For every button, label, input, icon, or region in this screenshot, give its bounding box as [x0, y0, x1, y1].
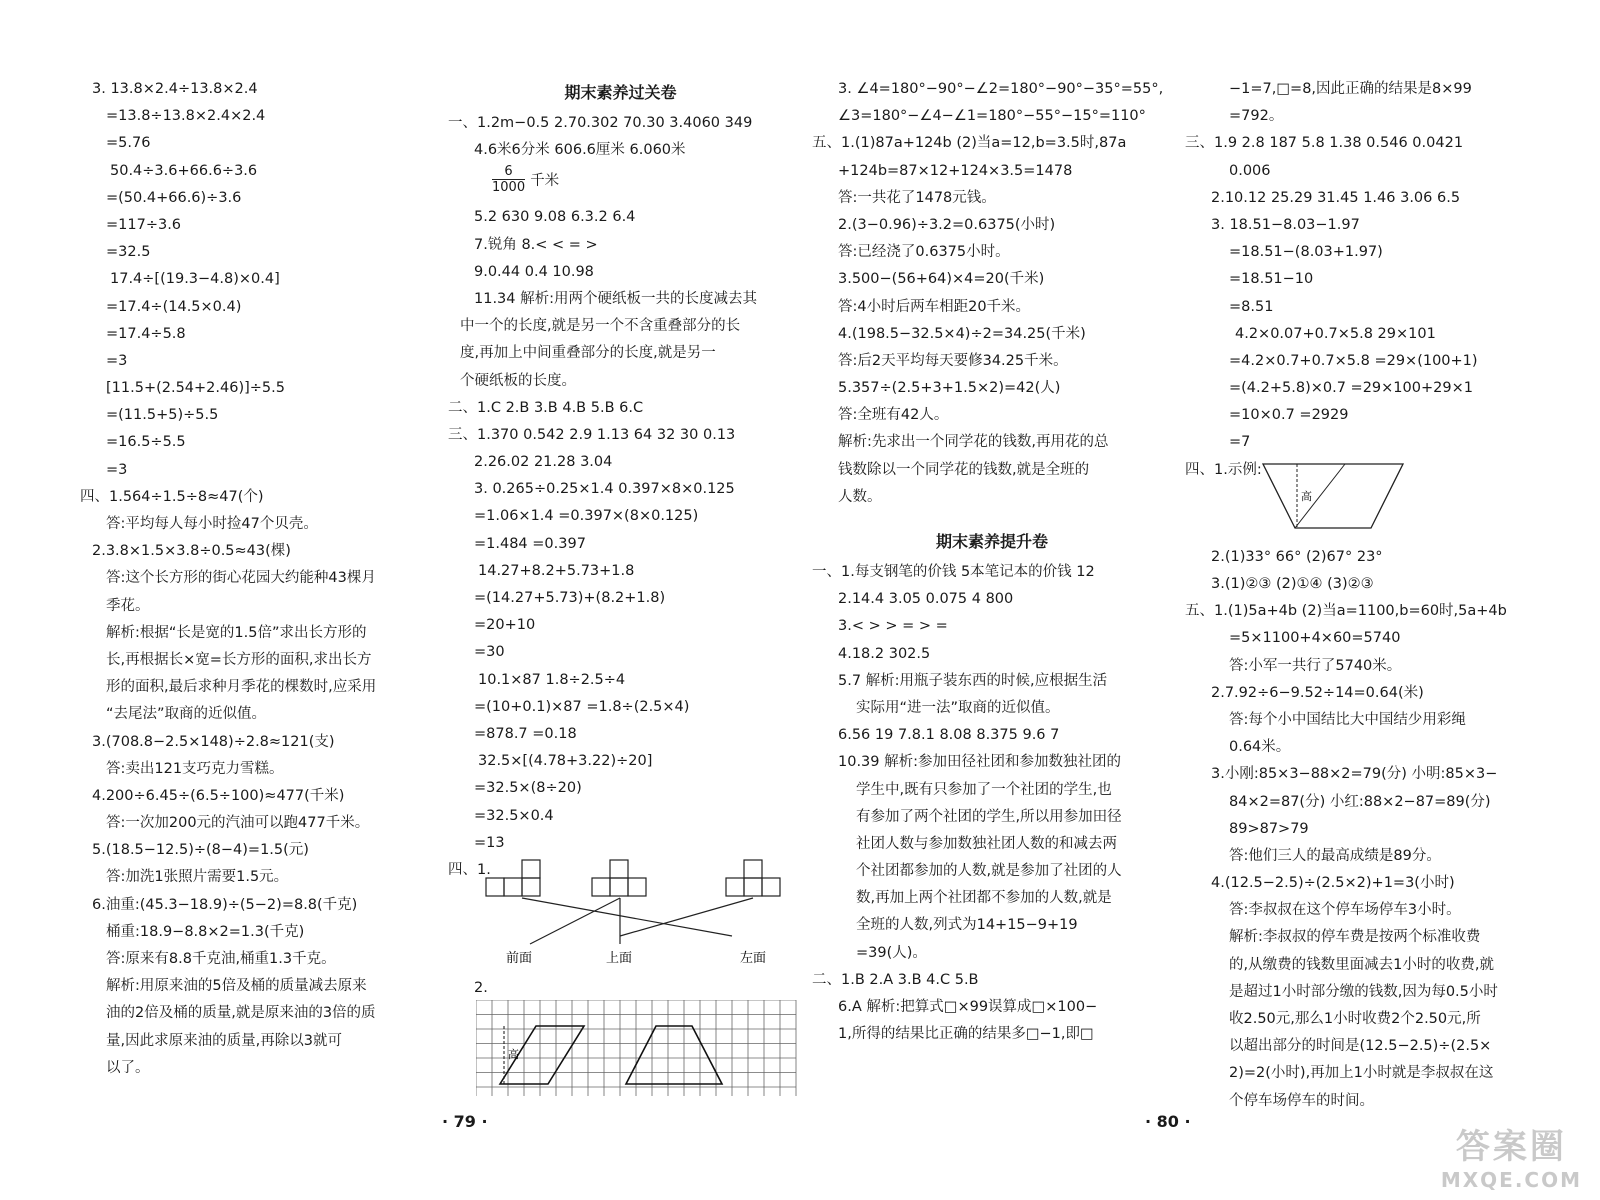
- answer-line: 5.357÷(2.5+3+1.5×2)=42(人): [838, 380, 1061, 397]
- answer-line: 四、1.564÷1.5÷8≈47(个): [80, 488, 264, 505]
- answer-line: 3.(708.8−2.5×148)÷2.8≈121(支): [92, 733, 335, 750]
- trapezoid-height-mark: 高: [1301, 489, 1312, 503]
- answer-line: 17.4÷[(19.3−4.8)×0.4]: [110, 271, 280, 288]
- column-4: [1185, 76, 1550, 1115]
- answer-line: 答:原来有8.8千克油,桶重1.3千克。: [106, 951, 336, 967]
- answer-line: 答:每个小中国结比大中国结少用彩绳: [1229, 711, 1466, 728]
- answer-line: 答:一次加200元的汽油可以跑477千米。: [106, 815, 370, 832]
- answer-line: 二、1.B 2.A 3.B 4.C 5.B: [812, 971, 979, 988]
- answer-line: 答:已经浇了0.6375小时。: [838, 244, 1010, 261]
- fraction-numerator: 6: [492, 164, 525, 180]
- column-1: [80, 76, 420, 1082]
- answer-line: =(14.27+5.73)+(8.2+1.8): [474, 590, 666, 606]
- answer-line: 解析:根据“长是宽的1.5倍”求出长方形的: [106, 624, 367, 641]
- answer-line: 中一个的长度,就是另一个不含重叠部分的长: [460, 318, 741, 335]
- answer-line: “去尾法”取商的近似值。: [106, 706, 267, 723]
- answer-line: 四、1.示例:: [1185, 461, 1262, 478]
- section-title-guoguan: 期末素养过关卷: [564, 83, 677, 102]
- page-number-left: · 79 ·: [442, 1112, 488, 1131]
- answer-line: 4.(12.5−2.5)÷(2.5×2)+1=3(小时): [1211, 875, 1455, 892]
- answer-line: 7.锐角 8.< < = >: [474, 236, 598, 253]
- answer-line: =13.8÷13.8×2.4×2.4: [106, 108, 266, 125]
- answer-line: =(50.4+66.6)÷3.6: [106, 189, 242, 206]
- answer-line: =32.5×(8÷20): [474, 780, 582, 797]
- answer-line: 9.0.44 0.4 10.98: [474, 263, 594, 280]
- answer-line: =878.7 =0.18: [474, 725, 577, 742]
- answer-line: 一、1.2m−0.5 2.70.302 70.30 3.4060 349: [448, 115, 753, 131]
- answer-line: 答:全班有42人。: [838, 407, 949, 424]
- answer-line: 三、1.370 0.542 2.9 1.13 64 32 30 0.13: [448, 426, 736, 443]
- front-view-shape: [486, 860, 540, 896]
- answer-line: 50.4÷3.6+66.6÷3.6: [110, 162, 258, 179]
- answer-line: =32.5: [106, 244, 151, 261]
- answer-line: 3. ∠4=180°−90°−∠2=180°−90°−35°=55°,: [838, 81, 1164, 97]
- q2-label: 2.: [474, 980, 488, 996]
- answer-line: 答:一共花了1478元钱。: [838, 189, 996, 206]
- answer-line: 量,因此求原来油的质量,再除以3就可: [106, 1032, 342, 1049]
- answer-line: 个停车场停车的时间。: [1229, 1092, 1374, 1109]
- answer-line: 11.34 解析:用两个硬纸板一共的长度减去其: [474, 290, 758, 307]
- answer-line: [11.5+(2.54+2.46)]÷5.5: [106, 380, 285, 397]
- answer-line: 2.26.02 21.28 3.04: [474, 454, 613, 471]
- answer-line: 三、1.9 2.8 187 5.8 1.38 0.546 0.0421: [1185, 135, 1464, 152]
- answer-line: 3.500−(56+64)×4=20(千米): [838, 271, 1045, 288]
- answer-line: 3.(1)②③ (2)①④ (3)②③: [1211, 576, 1374, 592]
- answer-line: 答:他们三人的最高成绩是89分。: [1229, 847, 1441, 864]
- answer-line: 4.6米6分米 606.6厘米 6.060米: [474, 142, 686, 159]
- answer-line: 答:小军一共行了5740米。: [1229, 657, 1402, 674]
- answer-line: 答:这个长方形的街心花园大约能种43棵月: [106, 570, 376, 587]
- answer-line: 答:4小时后两车相距20千米。: [838, 298, 1031, 315]
- label-front: 前面: [506, 951, 533, 966]
- answer-line: 32.5×[(4.78+3.22)÷20]: [478, 753, 653, 770]
- answer-line: 一、1.每支钢笔的价钱 5本笔记本的价钱 12: [812, 564, 1095, 580]
- answer-line: 的,从缴费的钱数里面减去1小时的收费,就: [1229, 956, 1494, 973]
- answer-line: =7: [1229, 434, 1251, 451]
- answer-line: 4.200÷6.45÷(6.5÷100)≈477(千米): [92, 787, 345, 804]
- answer-line: 钱数除以一个同学花的钱数,就是全班的: [838, 461, 1090, 478]
- answer-line: =(11.5+5)÷5.5: [106, 407, 219, 424]
- answer-line: 全班的人数,列式为14+15−9+19: [856, 917, 1078, 934]
- answer-line: 2.10.12 25.29 31.45 1.46 3.06 6.5: [1211, 189, 1461, 206]
- answer-line: =4.2×0.7+0.7×5.8 =29×(100+1): [1229, 352, 1478, 369]
- answer-line: =(10+0.1)×87 =1.8÷(2.5×4): [474, 698, 690, 715]
- answer-line: 10.39 解析:参加田径社团和参加数独社团的: [838, 754, 1122, 771]
- answer-line: 答:加洗1张照片需要1.5元。: [106, 869, 289, 886]
- trapezoid-shape: [626, 1026, 722, 1084]
- answer-line: 收2.50元,那么1小时收费2个2.50元,所: [1229, 1011, 1481, 1027]
- answer-line: =3: [106, 352, 128, 369]
- answer-line: 4.18.2 302.5: [838, 645, 931, 662]
- watermark: [1441, 1119, 1582, 1192]
- grid-figure: [476, 1000, 798, 1096]
- answer-line: =16.5÷5.5: [106, 434, 186, 451]
- answer-line: 6.56 19 7.8.1 8.08 8.375 9.6 7: [838, 727, 1060, 744]
- answer-line: 人数。: [838, 488, 882, 505]
- answer-line: 答:平均每人每小时捡47个贝壳。: [106, 516, 318, 532]
- answer-line: =792。: [1229, 108, 1284, 125]
- answer-line: 以超出部分的时间是(12.5−2.5)÷(2.5×: [1229, 1038, 1492, 1055]
- answer-line: =18.51−10: [1229, 271, 1314, 288]
- answer-line: 3.小刚:85×3−88×2=79(分) 小明:85×3−: [1211, 766, 1498, 783]
- answer-line: 度,再加上中间重叠部分的长度,就是另一: [460, 345, 716, 362]
- answer-line: =117÷3.6: [106, 216, 182, 233]
- answer-line: 2)=2(小时),再加上1小时就是李叔叔在这: [1229, 1065, 1494, 1082]
- trapezoid-example-shape: [1263, 464, 1403, 528]
- section-title-tisheng: 期末素养提升卷: [935, 532, 1048, 551]
- label-left: 左面: [740, 951, 767, 966]
- matching-lines: [522, 898, 753, 944]
- answer-line: =1.06×1.4 =0.397×(8×0.125): [474, 508, 699, 525]
- answer-line: 油的2倍及桶的质量,就是原来油的3倍的质: [106, 1005, 376, 1022]
- answer-line: 五、1.(1)5a+4b (2)当a=1100,b=60时,5a+4b: [1185, 603, 1507, 620]
- answer-line: 有参加了两个社团的学生,所以用参加田径: [856, 808, 1122, 825]
- answer-line: +124b=87×12+124×3.5=1478: [838, 162, 1073, 179]
- answer-line: 桶重:18.9−8.8×2=1.3(千克): [106, 923, 305, 940]
- answer-line: 社团人数与参加数独社团人数的和减去两: [856, 835, 1117, 852]
- answer-line: =(4.2+5.8)×0.7 =29×100+29×1: [1229, 380, 1473, 397]
- answer-line: =18.51−(8.03+1.97): [1229, 244, 1383, 261]
- answer-line: =3: [106, 461, 128, 478]
- answer-line: 0.006: [1229, 162, 1271, 179]
- fraction-unit: 千米: [530, 173, 560, 190]
- answer-line: =20+10: [474, 617, 536, 634]
- page-number-right: · 80 ·: [1145, 1112, 1191, 1131]
- answer-line: =13: [474, 834, 505, 851]
- answer-line: 4.2×0.07+0.7×5.8 29×101: [1235, 325, 1436, 342]
- top-view-shape: [592, 860, 646, 896]
- answer-line: 实际用“进一法”取商的近似值。: [856, 699, 1060, 716]
- answer-line: 2.(3−0.96)÷3.2=0.6375(小时): [838, 216, 1056, 233]
- answer-line: 5.(18.5−12.5)÷(8−4)=1.5(元): [92, 842, 309, 859]
- answer-line: =30: [474, 644, 505, 661]
- answer-line: =5.76: [106, 135, 151, 152]
- answer-line: 3.< > > = > =: [838, 618, 948, 635]
- answer-line: 二、1.C 2.B 3.B 4.B 5.B 6.C: [448, 399, 644, 416]
- column-3: [812, 76, 1172, 1048]
- answer-line: 解析:先求出一个同学花的钱数,再用花的总: [838, 434, 1109, 451]
- left-view-shape: [726, 860, 780, 896]
- answer-line: 5.7 解析:用瓶子装东西的时候,应根据生活: [838, 672, 1108, 689]
- answer-line: =17.4÷(14.5×0.4): [106, 298, 242, 315]
- watermark-logo: 答案圈: [1455, 1127, 1567, 1167]
- answer-line: 解析:用原来油的5倍及桶的质量减去原来: [106, 978, 367, 995]
- answer-line: 1,所得的结果比正确的结果多□−1,即□: [838, 1026, 1094, 1043]
- answer-line: 4.(198.5−32.5×4)÷2=34.25(千米): [838, 325, 1086, 342]
- answer-line: 个社团都参加的人数,就是参加了社团的人: [856, 863, 1122, 880]
- answer-line: −1=7,□=8,因此正确的结果是8×99: [1229, 81, 1472, 97]
- answer-line: 84×2=87(分) 小红:88×2−87=89(分): [1229, 793, 1491, 810]
- answer-line: 答:后2天平均每天要修34.25千米。: [838, 352, 1068, 369]
- column-2: [448, 76, 793, 884]
- height-mark: 高: [508, 1048, 519, 1061]
- answer-line: 季花。: [106, 597, 150, 614]
- watermark-url: MXQE.COM: [1440, 1168, 1582, 1192]
- answer-line: 89>87>79: [1229, 820, 1309, 837]
- answer-line: =17.4÷5.8: [106, 325, 186, 342]
- answer-line: 6.A 解析:把算式□×99误算成□×100−: [838, 999, 1098, 1015]
- answer-line: 答:卖出121支巧克力雪糕。: [106, 760, 284, 777]
- fraction-denominator: 1000: [492, 180, 526, 196]
- answer-line: 五、1.(1)87a+124b (2)当a=12,b=3.5时,87a: [812, 135, 1127, 152]
- answer-line: 答:李叔叔在这个停车场停车3小时。: [1229, 902, 1461, 919]
- answer-line: =1.484 =0.397: [474, 535, 586, 552]
- trapezoid-example: [1185, 484, 1550, 544]
- answer-line: =8.51: [1229, 298, 1274, 315]
- answer-line: 3. 0.265÷0.25×1.4 0.397×8×0.125: [474, 481, 735, 498]
- three-views-figure: [470, 858, 800, 978]
- answer-line: 10.1×87 1.8÷2.5÷4: [478, 671, 626, 688]
- answer-line: 是超过1小时部分缴的钱数,因为每0.5小时: [1229, 983, 1498, 1000]
- answer-line: 学生中,既有只参加了一个社团的学生,也: [856, 781, 1112, 798]
- answer-line: 0.64米。: [1229, 739, 1291, 756]
- answer-line: =10×0.7 =2929: [1229, 407, 1349, 424]
- answer-line: 2.3.8×1.5×3.8÷0.5≈43(棵): [92, 543, 291, 560]
- answer-line: 3. 13.8×2.4÷13.8×2.4: [92, 81, 258, 97]
- answer-line: 个硬纸板的长度。: [460, 372, 576, 389]
- answer-line: =5×1100+4×60=5740: [1229, 630, 1401, 647]
- answer-line: 5.2 630 9.08 6.3.2 6.4: [474, 209, 636, 226]
- answer-line: 数,再加上两个社团都不参加的人数,就是: [856, 890, 1112, 907]
- answer-line: 6.油重:(45.3−18.9)÷(5−2)=8.8(千克): [92, 896, 358, 913]
- answer-line: 14.27+8.2+5.73+1.8: [478, 562, 635, 579]
- answer-line: 以了。: [106, 1059, 150, 1076]
- answer-line: =32.5×0.4: [474, 807, 554, 824]
- answer-line: 解析:李叔叔的停车费是按两个标准收费: [1229, 929, 1481, 946]
- answer-line: =39(人)。: [856, 944, 927, 961]
- answer-line: 3. 18.51−8.03−1.97: [1211, 216, 1360, 233]
- answer-line: 2.14.4 3.05 0.075 4 800: [838, 591, 1014, 608]
- answer-line: 形的面积,最后求种月季花的棵数时,应采用: [106, 679, 377, 696]
- answer-line: 2.7.92÷6−9.52÷14=0.64(米): [1211, 684, 1424, 701]
- answer-line: ∠3=180°−∠4−∠1=180°−55°−15°=110°: [838, 108, 1146, 125]
- fraction-answer: [448, 164, 793, 204]
- answer-line: 四、1.: [448, 861, 491, 878]
- answer-line: 长,再根据长×宽=长方形的面积,求出长方: [106, 651, 372, 668]
- label-top: 上面: [606, 951, 633, 966]
- answer-line: 2.(1)33° 66° (2)67° 23°: [1211, 548, 1383, 565]
